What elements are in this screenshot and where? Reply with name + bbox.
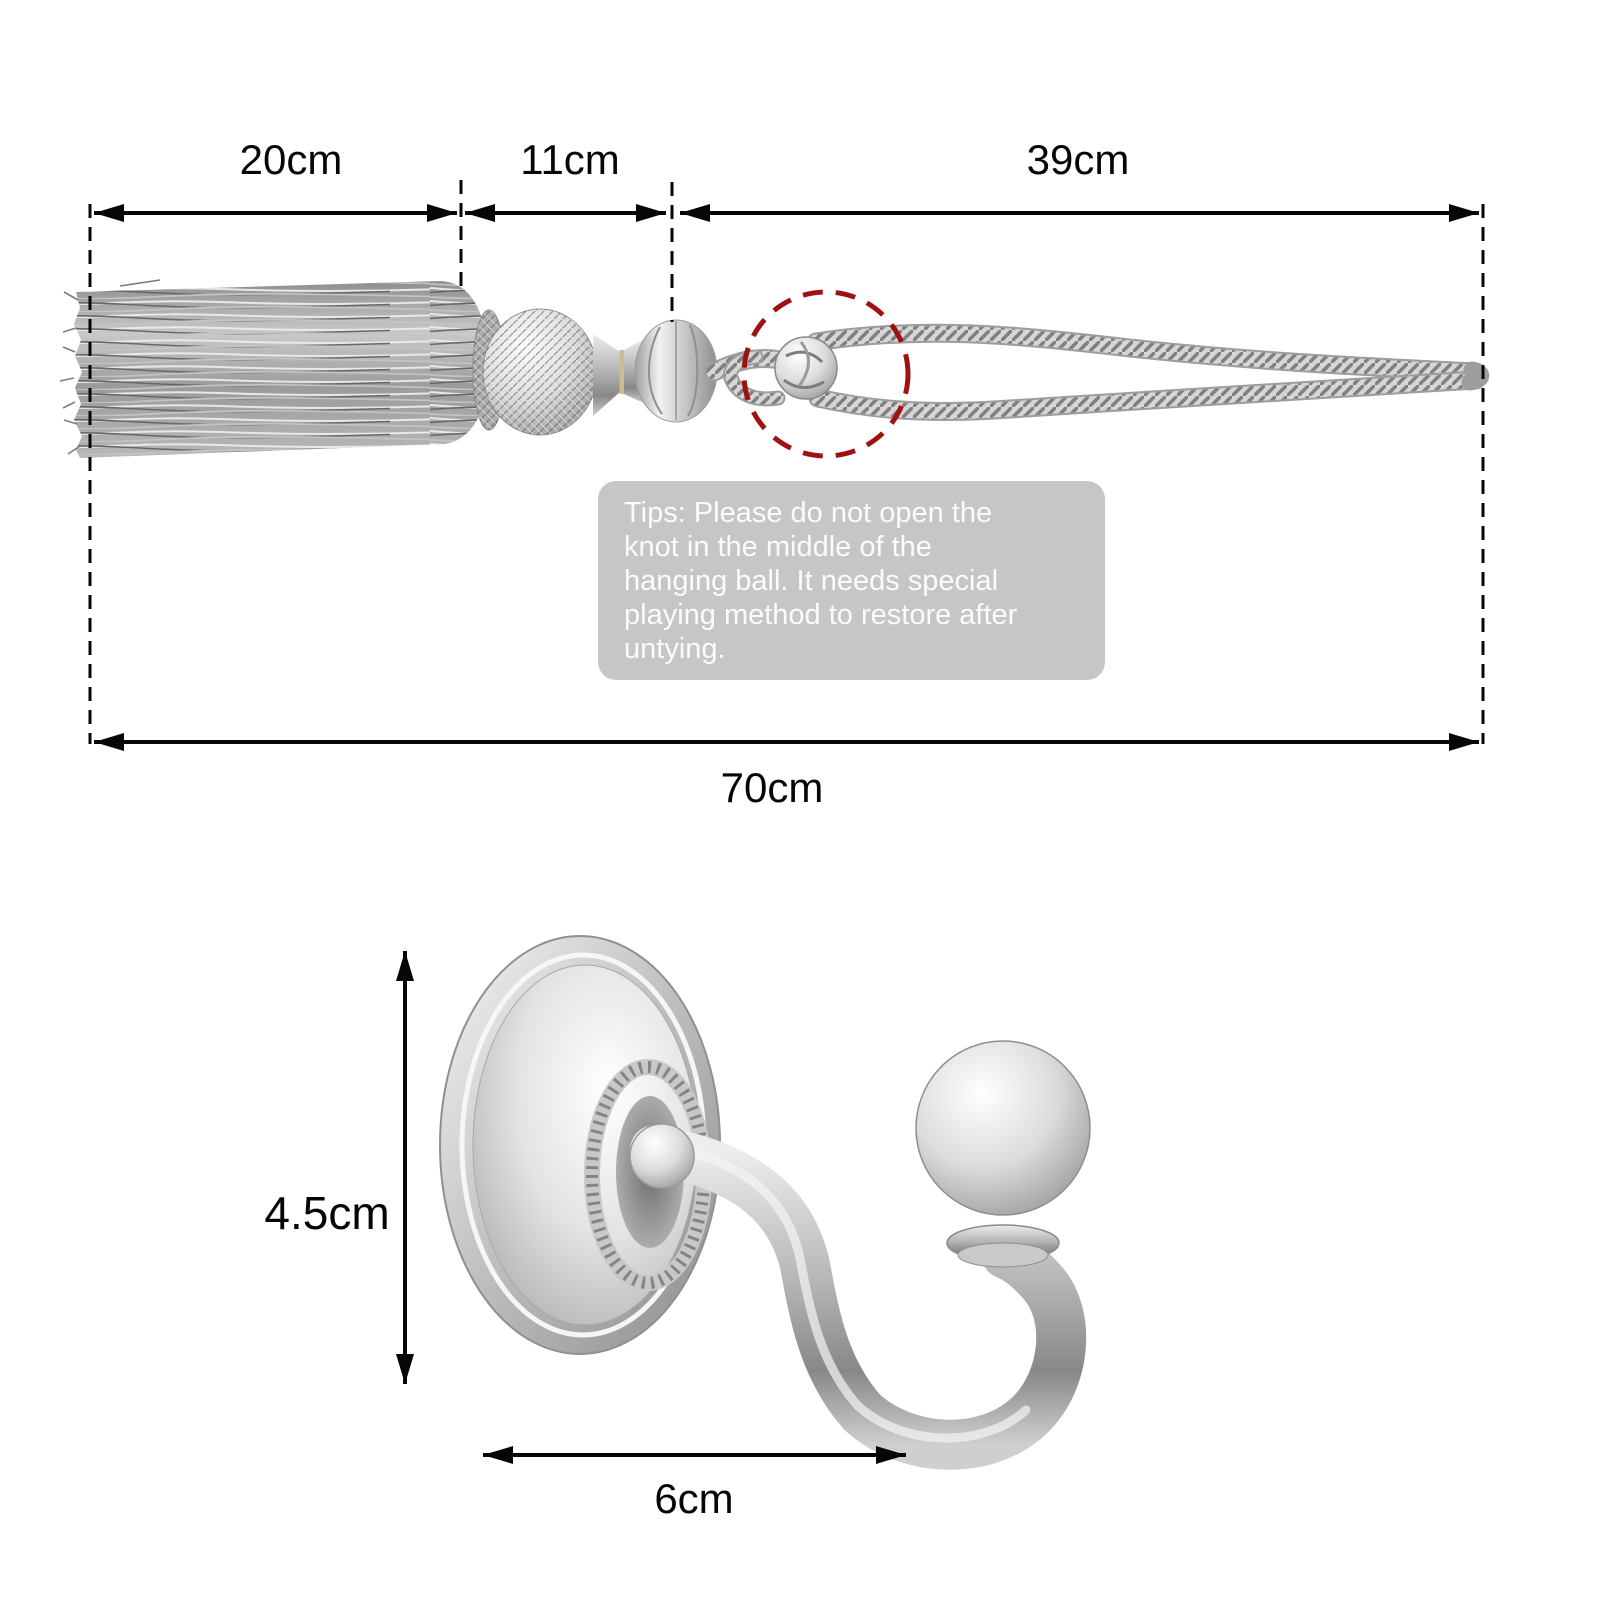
tip-line: knot in the middle of the [624, 531, 932, 563]
tip-line: Tips: Please do not open the [624, 497, 993, 529]
dim-label-20cm: 20cm [239, 136, 343, 183]
tip-line: playing method to restore after [624, 599, 1018, 631]
tip-line: hanging ball. It needs special [624, 565, 999, 597]
tip-line: untying. [624, 633, 726, 665]
dim-label-39cm: 39cm [1026, 136, 1130, 183]
tips-box [598, 481, 1105, 680]
tassel-bulb [473, 309, 597, 435]
rope-knot [775, 337, 837, 399]
dim-label-6cm: 6cm [654, 1475, 734, 1522]
dim-label-4-5cm: 4.5cm [264, 1187, 390, 1239]
tassel-fringe [60, 280, 488, 458]
dim-label-11cm: 11cm [520, 136, 620, 183]
dim-label-70cm: 70cm [720, 764, 824, 811]
hook-ball [916, 1041, 1090, 1267]
